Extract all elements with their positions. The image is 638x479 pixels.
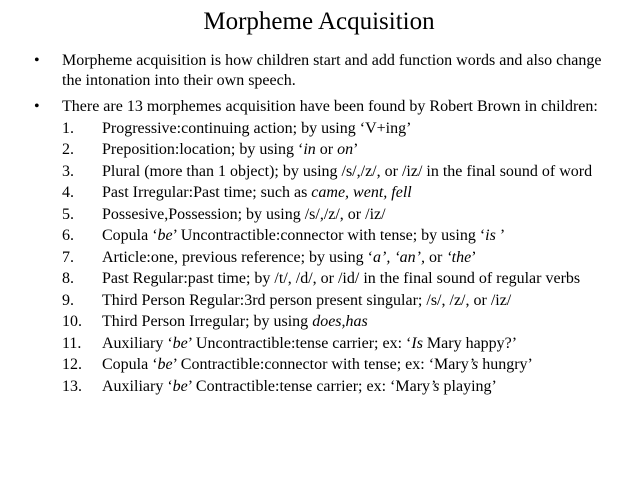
item-number: 7. [62, 248, 74, 266]
item-text-segment: Auxiliary ‘ [102, 377, 173, 395]
item-text-segment: ’ [353, 141, 359, 158]
item-text-segment: in [303, 141, 316, 158]
item-text-segment: be [157, 227, 173, 244]
item-text-segment: Is [411, 334, 423, 352]
morpheme-item-3 [62, 162, 604, 182]
item-text-segment: Preposition:location; by using ‘ [102, 141, 304, 158]
morpheme-list [62, 119, 604, 397]
item-number: 9. [62, 291, 74, 309]
morpheme-item-4 [62, 183, 604, 203]
item-text-segment: Past Irregular:Past time; such as [102, 184, 312, 201]
item-text-segment: Auxiliary ‘ [102, 334, 173, 352]
item-text-segment: or [425, 248, 447, 266]
item-text-segment: Plural (more than 1 object); by using /s/,/z/, or /iz/ in the final sound of word [102, 162, 593, 180]
morpheme-item-11 [62, 334, 604, 354]
item-text-segment: ’s [430, 377, 440, 395]
item-text-segment: ’ [471, 248, 477, 266]
morpheme-item-10 [62, 312, 604, 332]
item-text-segment: Copula ‘ [102, 227, 158, 244]
item-number: 12. [62, 356, 82, 373]
morpheme-item-2 [62, 140, 604, 160]
item-text-segment: be [157, 356, 173, 373]
slide-body [34, 51, 604, 403]
bullet-text: Morpheme acquisition is how children start and add function words and also change the intonation into their own speech. [62, 52, 602, 89]
item-text-segment: Progressive:continuing action; by using ‘V+ing’ [102, 119, 412, 137]
item-text-segment: ’ Contractible:tense carrier; ex: ‘Mary [187, 377, 431, 395]
item-text-segment: a’, ‘an’, [373, 248, 425, 266]
item-text-segment: Third Person Irregular; by using [102, 313, 313, 330]
morpheme-item-7 [62, 248, 604, 268]
item-text-segment: Mary happy?’ [422, 334, 518, 352]
item-text-segment: Article:one, previous reference; by using ‘ [102, 248, 374, 266]
item-text-segment: or [315, 141, 338, 158]
bullet-0 [34, 51, 604, 90]
morpheme-item-9 [62, 291, 604, 311]
item-text-segment: hungry’ [478, 356, 533, 373]
item-text-segment: does,has [312, 313, 368, 330]
item-text-segment: Past Regular:past time; by /t/, /d/, or /id/ in the final sound of regular verbs [102, 270, 581, 287]
item-number: 13. [62, 377, 82, 395]
item-text-segment: ’ Contractible:connector with tense; ex: ‘Mary [172, 356, 469, 373]
item-number: 8. [62, 270, 74, 287]
item-text-segment: ’ Uncontractible:tense carrier; ex: ‘ [187, 334, 412, 352]
item-text-segment: ’s [468, 356, 479, 373]
item-text-segment: be [172, 377, 188, 395]
item-number: 1. [62, 119, 74, 137]
item-text-segment: came, went, fell [311, 184, 412, 201]
bullet-dot-icon: • [34, 98, 40, 115]
item-text-segment: ’ [495, 227, 506, 244]
item-text-segment: Copula ‘ [102, 356, 158, 373]
item-number: 5. [62, 205, 74, 223]
item-number: 6. [62, 227, 74, 244]
item-text-segment: on [337, 141, 354, 158]
morpheme-item-13 [62, 377, 604, 397]
morpheme-item-1 [62, 119, 604, 139]
bullet-1 [34, 97, 604, 396]
bullet-text: There are 13 morphemes acquisition have been found by Robert Brown in children: [62, 98, 598, 115]
item-text-segment: playing’ [439, 377, 497, 395]
item-text-segment: ‘the [446, 248, 472, 266]
morpheme-item-12 [62, 355, 604, 375]
slide-title: Morpheme Acquisition [203, 8, 435, 35]
item-number: 3. [62, 162, 74, 180]
morpheme-item-5 [62, 205, 604, 225]
item-text-segment: be [172, 334, 188, 352]
item-number: 2. [62, 141, 74, 158]
morpheme-item-6 [62, 226, 604, 246]
item-text-segment: is [485, 227, 496, 244]
item-number: 4. [62, 184, 74, 201]
bullet-dot-icon: • [34, 52, 40, 69]
item-number: 11. [62, 334, 82, 352]
item-text-segment: Third Person Regular:3rd person present singular; /s/, /z/, or /iz/ [102, 291, 512, 309]
item-text-segment: ’ Uncontractible:connector with tense; by using ‘ [172, 227, 486, 244]
morpheme-item-8 [62, 269, 604, 289]
item-number: 10. [62, 313, 82, 330]
item-text-segment: Possesive,Possession; by using /s/,/z/, or /iz/ [102, 205, 386, 223]
